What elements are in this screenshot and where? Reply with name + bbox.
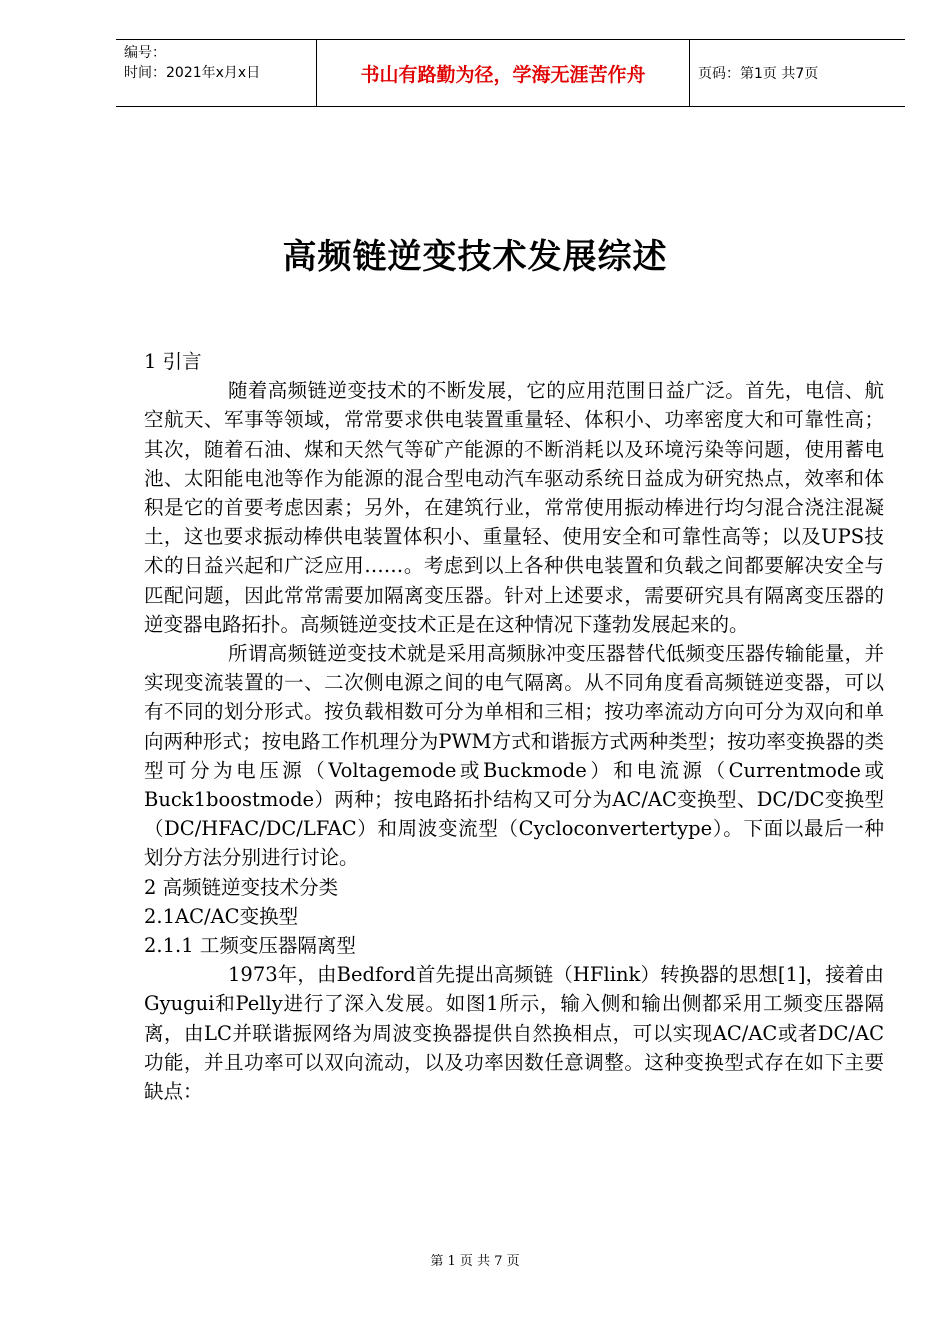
paragraph-hflink: 1973年，由Bedford首先提出高频链（HFlink）转换器的思想[1]，接着由Gyugui和Pelly进行了深入发展。如图1所示，输入侧和输出侧都采用工频变压器隔离，由LC并联谐振网络为周波变换器提供自然换相点，可以实现AC/AC或者DC/AC功能，并且功率可以双向流动，以及功率因数任意调整。这种变换型式存在如下主要缺点：: [144, 963, 884, 1104]
paragraph-intro-1: 随着高频链逆变技术的不断发展，它的应用范围日益广泛。首先，电信、航空航天、军事等领域，常常要求供电装置重量轻、体积小、功率密度大和可靠性高；其次，随着石油、煤和天然气等矿产能源的不断消耗以及环境污染等问题，使用蓄电池、太阳能电池等作为能源的混合型电动汽车驱动系统日益成为研究热点，效率和体积是它的首要考虑因素；另外，在建筑行业，常常使用振动棒进行均匀混合浇注混凝土，这也要求振动棒供电装置体积小、重量轻、使用安全和可靠性高等；以及UPS技术的日益兴起和广泛应用……。考虑到以上各种供电装置和负载之间都要解决安全与匹配问题，因此常常需要加隔离变压器。针对上述要求，需要研究具有隔离变压器的逆变器电路拓扑。高频链逆变技术正是在这种情况下蓬勃发展起来的。: [144, 379, 884, 636]
document-title: 高频链逆变技术发展综述: [282, 237, 668, 277]
section-heading-intro: 1 引言: [144, 350, 202, 373]
document-body: [144, 347, 884, 1106]
subsection-heading-acac: 2.1AC/AC变换型: [144, 904, 299, 928]
page-footer: 第 1 页 共 7 页: [430, 1254, 520, 1269]
page-header: [116, 39, 905, 107]
header-page-number: 页码：第1页 共7页: [698, 66, 819, 82]
section-heading-classification: 2 高频链逆变技术分类: [144, 875, 339, 899]
subsubsection-heading-transformer: 2.1.1 工频变压器隔离型: [144, 934, 356, 958]
paragraph-intro-2: 所谓高频链逆变技术就是采用高频脉冲变压器替代低频变压器传输能量，并实现变流装置的一、二次侧电源之间的电气隔离。从不同角度看高频链逆变器，可以有不同的划分形式。按负载相数可分为单相和三相；按功率流动方向可分为双向和单向两种形式；按电路工作机理分为PWM方式和谐振方式两种类型；按功率变换器的类型可分为电压源（Voltagemode或Buckmode）和电流源（Currentmode或Buck1boostmode）两种；按电路拓扑结构又可分为AC/AC变换型、DC/DC变换型（DC/HFAC/DC/LFAC）和周波变流型（Cycloconvertertype）。下面以最后一种划分方法分别进行讨论。: [144, 642, 884, 870]
time-label: 时间：2021年x月x日: [124, 65, 261, 81]
header-meta: [116, 40, 316, 106]
number-label: 编号：: [124, 45, 166, 61]
header-motto: 书山有路勤为径，学海无涯苦作舟: [316, 40, 690, 106]
